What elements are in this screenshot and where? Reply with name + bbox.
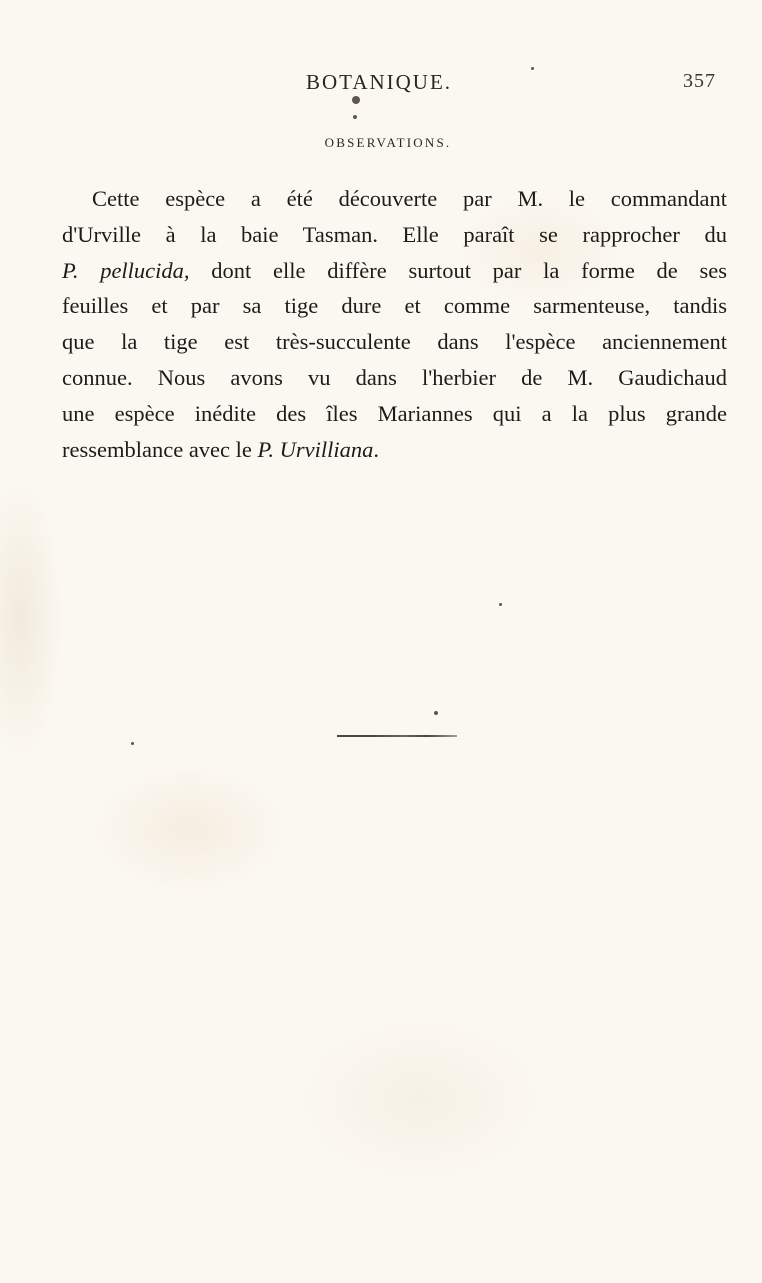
ink-speck [353, 115, 357, 119]
species-name-italic: P. pellucida, [62, 257, 190, 283]
text-fragment: . [373, 436, 379, 462]
text-line: connue. Nous avons vu dans l'herbier de M. Gaudichaud [62, 364, 727, 390]
text-line: que la tige est très-succulente dans l'espèce anciennement [62, 329, 727, 355]
ink-speck [531, 67, 534, 70]
ink-speck [434, 711, 438, 715]
ink-speck [131, 742, 134, 745]
text-line: Cette espèce a été découverte par M. le commandant [92, 186, 727, 211]
text-fragment: ressemblance avec le [62, 436, 258, 462]
text-fragment: dont elle diffère surtout par la forme de ses [189, 257, 727, 283]
page-number: 357 [683, 70, 716, 92]
text-line [62, 253, 727, 289]
observation-paragraph [62, 181, 727, 467]
section-heading: OBSERVATIONS. [324, 135, 452, 150]
text-line [62, 432, 727, 468]
ink-speck [352, 96, 360, 104]
species-name-italic: P. Urvilliana [257, 436, 374, 462]
running-head [0, 66, 762, 106]
text-line: feuilles et par sa tige dure et comme sarmenteuse, tandis [62, 293, 727, 319]
text-line: une espèce inédite des îles Mariannes qui a la plus grande [62, 400, 727, 426]
ink-speck [499, 603, 502, 606]
text-line: d'Urville à la baie Tasman. Elle paraît se rapprocher du [62, 221, 727, 247]
section-end-rule [337, 735, 457, 737]
page-header-title: BOTANIQUE. [306, 70, 453, 94]
